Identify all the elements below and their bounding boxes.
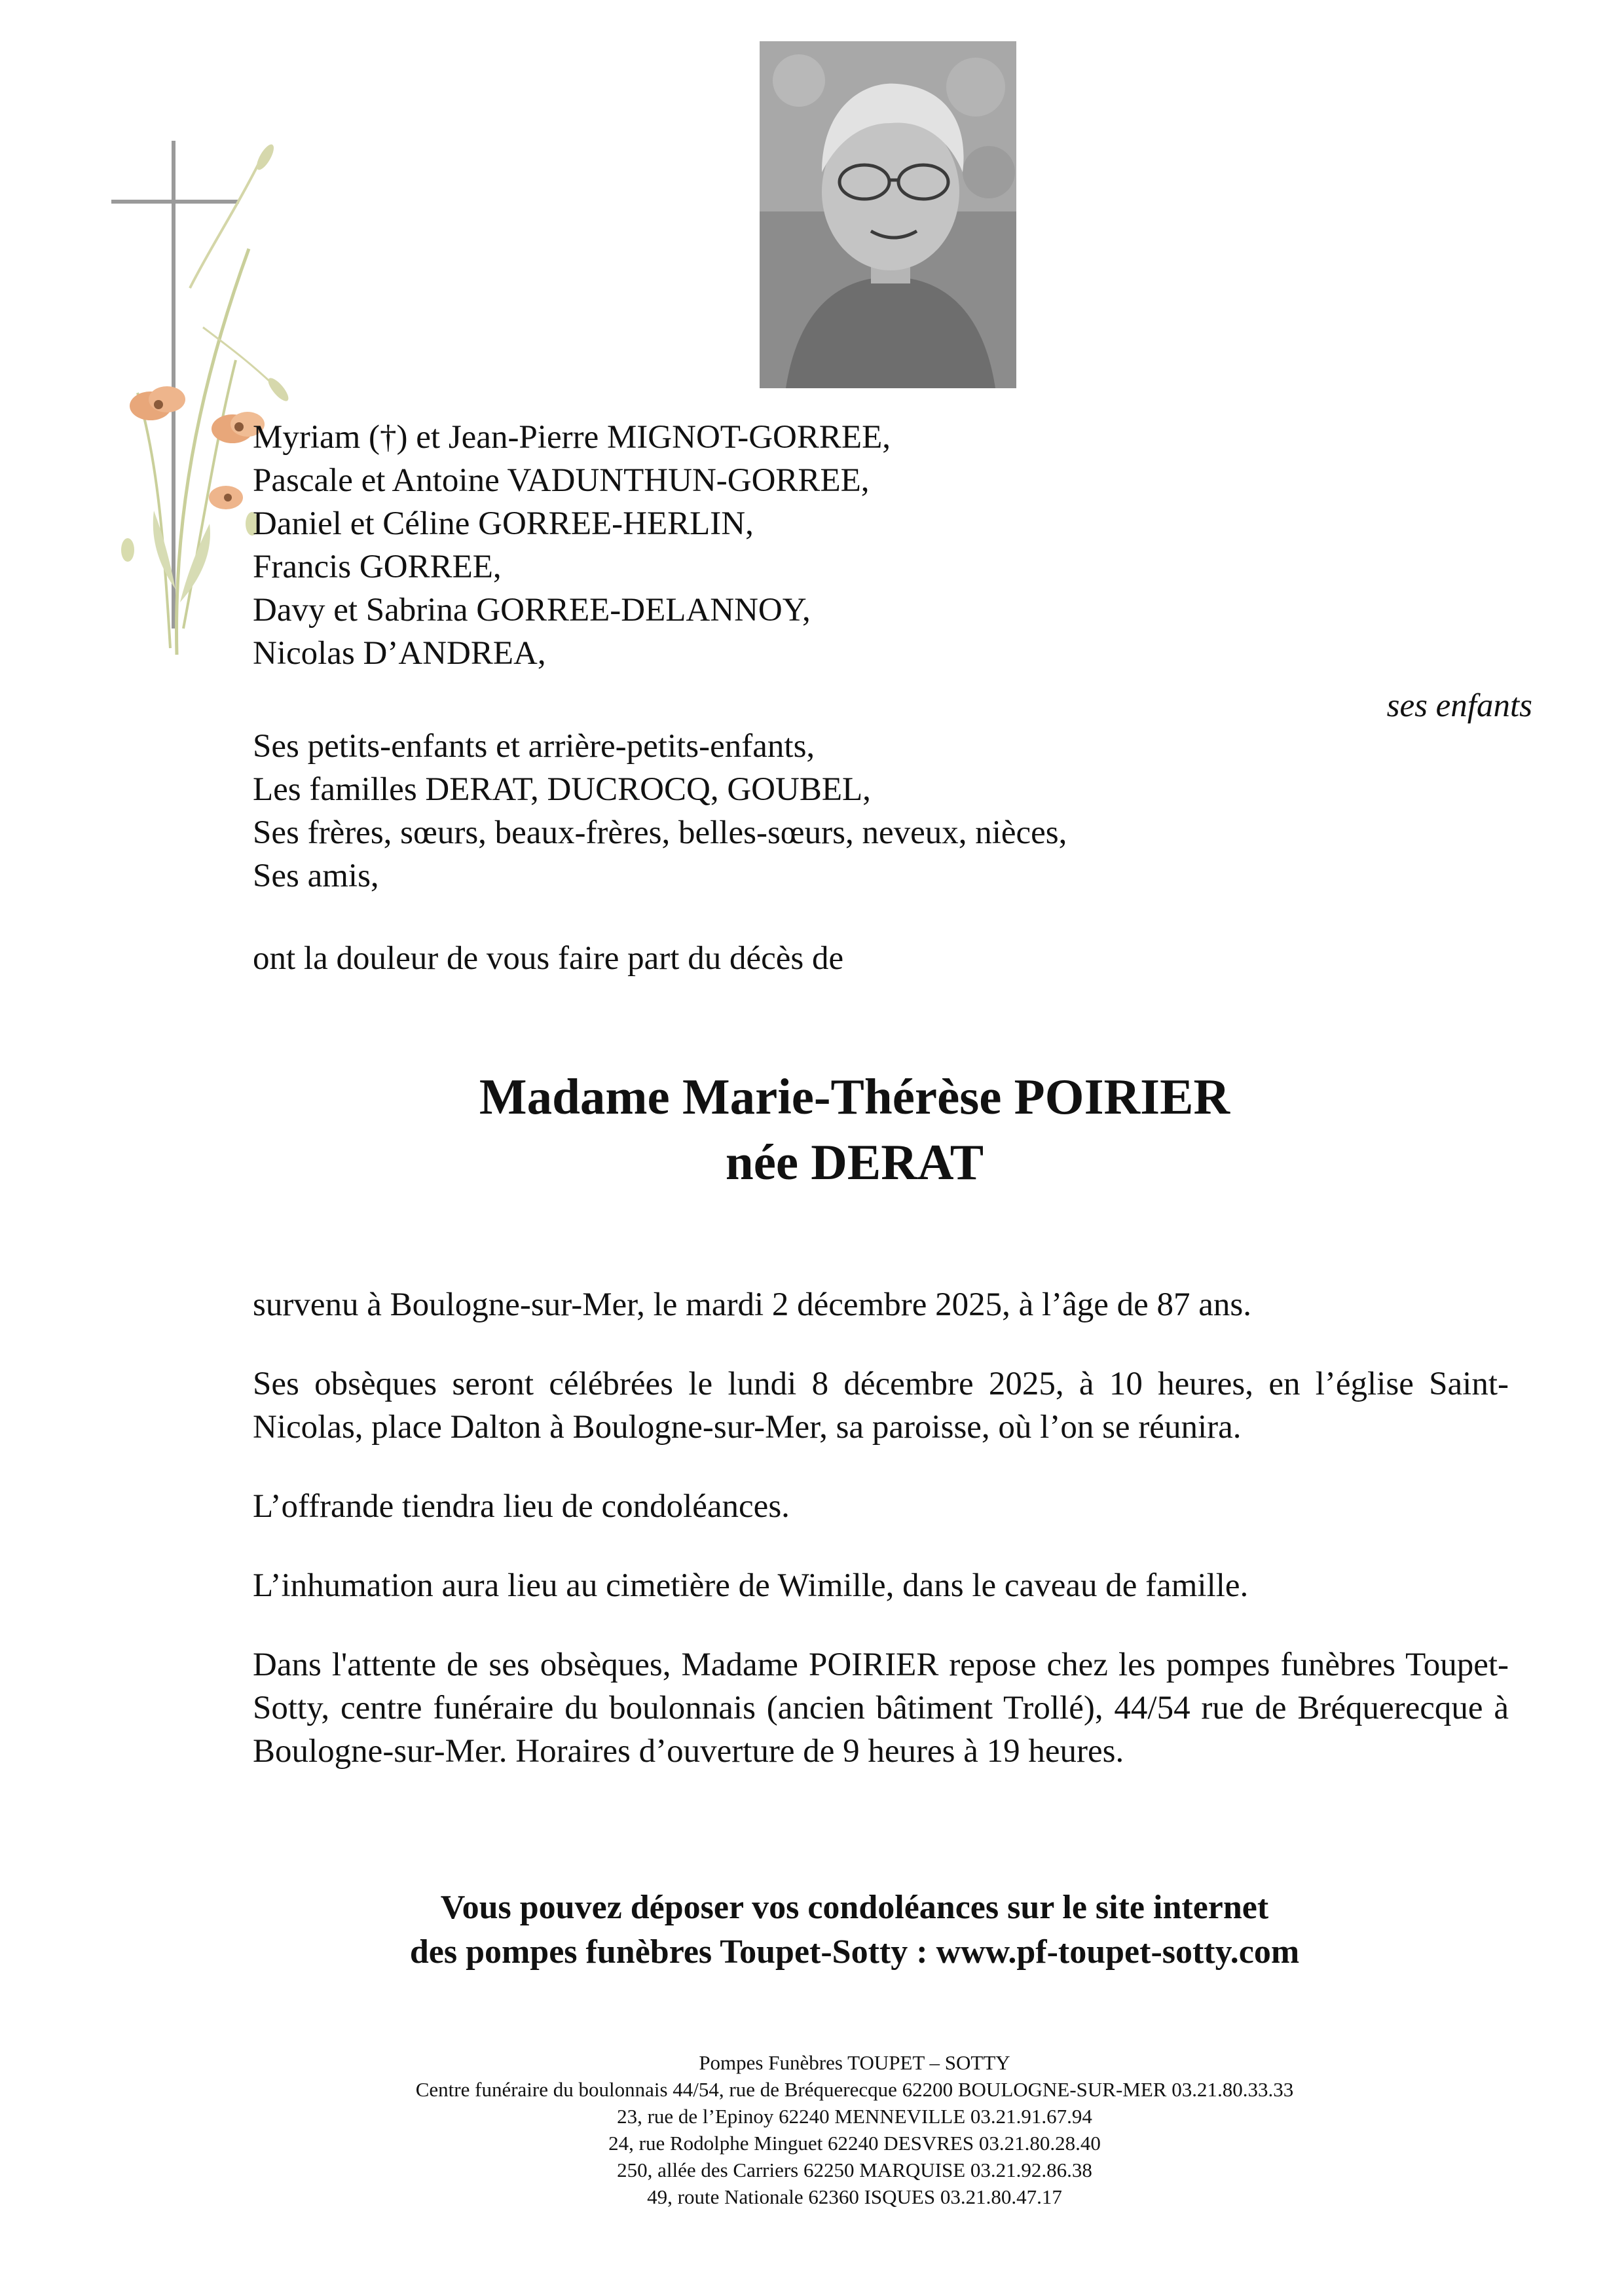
- family-list: [253, 416, 1536, 675]
- condolences-website: des pompes funèbres Toupet-Sotty : www.pf-toupet-sotty.com: [409, 1933, 1300, 1971]
- footer-address: 250, allée des Carriers 62250 MARQUISE 03.21.92.86.38: [617, 2159, 1092, 2181]
- funeral-details: [253, 1283, 1536, 1809]
- deceased-name: Madame Marie-Thérèse POIRIER: [479, 1068, 1230, 1125]
- burial-details: L’inhumation aura lieu au cimetière de Wimille, dans le caveau de famille.: [253, 1567, 1249, 1604]
- deceased-name-block: [0, 1064, 1624, 1195]
- family-line: Francis GORREE,: [253, 549, 502, 585]
- family-line: Myriam (†) et Jean-Pierre MIGNOT-GORREE,: [253, 419, 891, 456]
- announcement: [253, 937, 1536, 980]
- deceased-maiden-name: née DERAT: [725, 1134, 984, 1190]
- family-line: Pascale et Antoine VADUNTHUN-GORREE,: [253, 462, 870, 499]
- ceremony-details: Ses obsèques seront célébrées le lundi 8 décembre 2025, à 10 heures, en l’église Saint-Nicolas, place Dalton à Boulogne-sur-Mer, sa paroisse, où l’on se réunira.: [253, 1366, 1509, 1446]
- footer-address: 23, rue de l’Epinoy 62240 MENNEVILLE 03.21.91.67.94: [617, 2105, 1092, 2128]
- announcement-text: ont la douleur de vous faire part du décès de: [253, 940, 844, 977]
- condolences-line: Vous pouvez déposer vos condoléances sur le site internet: [440, 1889, 1269, 1926]
- footer-address: 24, rue Rodolphe Minguet 62240 DESVRES 03.21.80.28.40: [608, 2132, 1101, 2155]
- portrait-photo: [760, 41, 1016, 388]
- footer-company: Pompes Funèbres TOUPET – SOTTY: [699, 2051, 1010, 2074]
- family-role: ses enfants: [1386, 687, 1532, 724]
- poppy-flowers-icon: [121, 386, 265, 562]
- offering-note: L’offrande tiendra lieu de condoléances.: [253, 1488, 790, 1525]
- death-details: survenu à Boulogne-sur-Mer, le mardi 2 décembre 2025, à l’âge de 87 ans.: [253, 1286, 1252, 1323]
- relatives-line: Ses petits-enfants et arrière-petits-enfants,: [253, 728, 815, 765]
- footer-address: 49, route Nationale 62360 ISQUES 03.21.80.47.17: [647, 2185, 1062, 2208]
- family-line: Daniel et Céline GORREE-HERLIN,: [253, 505, 754, 542]
- relatives-line: Ses amis,: [253, 858, 379, 894]
- condolences-notice: [0, 1886, 1624, 1975]
- relatives-list: [253, 725, 1536, 898]
- family-line: Davy et Sabrina GORREE-DELANNOY,: [253, 592, 811, 629]
- relatives-line: Les familles DERAT, DUCROCQ, GOUBEL,: [253, 771, 871, 808]
- relatives-line: Ses frères, sœurs, beaux-frères, belles-sœurs, neveux, nièces,: [253, 814, 1067, 851]
- family-line: Nicolas D’ANDREA,: [253, 635, 546, 672]
- visitation-details: Dans l'attente de ses obsèques, Madame POIRIER repose chez les pompes funèbres Toupet-Sotty, centre funéraire du boulonnais (ancien bâtiment Trollé), 44/54 rue de Bréquerecque à Boulogne-sur-Mer. Horaires d’ouverture de 9 heures à 19 heures.: [253, 1647, 1509, 1770]
- funeral-home-footer: [0, 2049, 1624, 2210]
- footer-address: Centre funéraire du boulonnais 44/54, rue de Bréquerecque 62200 BOULOGNE-SUR-MER 03.21.80.33.33: [415, 2078, 1294, 2101]
